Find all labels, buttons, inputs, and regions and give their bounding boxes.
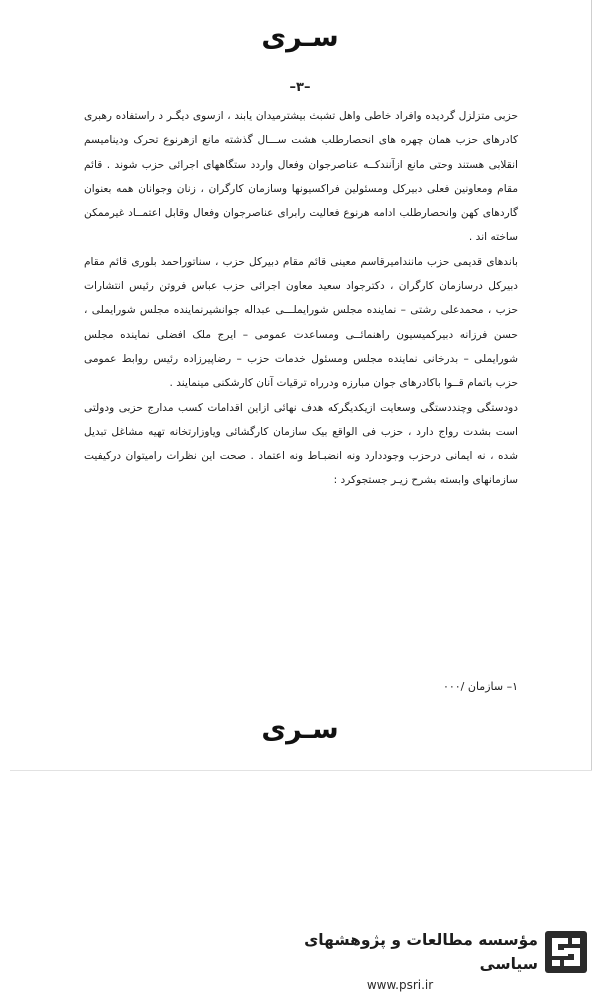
document-body <box>84 104 518 493</box>
institute-name: مؤسسه مطالعات و پژوهشهای سیاسی <box>304 931 538 973</box>
paragraph-3: دودستگی وچنددستگی وسعایت ازیکدیگرکه هدف نهائی ازاین اقدامات کسب مدارج حزبی ودولتی است بشدت رواج دارد ، حزب فی الواقع بیک سازمان کارگشائی ویاوزارتخانه تهیه مشاغل تبدیل شده ، نه ایمانی درحزب وجوددارد ونه انضبـاط ونه اعتماد . صحت این نظرات رامیتوان درکیفیت سازمانهای وابسته بشرح زیـر جستجوکرد : <box>84 401 518 487</box>
page-edge-bottom <box>10 770 592 771</box>
footer-text <box>262 928 538 992</box>
paragraph-2: باندهای قدیمی حزب مانندامیرقاسم معینی قائم مقام دبیرکل حزب ، سناتوراحمد بلوری قائم مقام دبیرکل درسازمان کارگران ، دکترجواد سعید معاون اجرائی حزب عباس فروتن رئیس انتشارات حزب ، محمدعلی رشتی – نماینده مجلس شورایملـــی عبداله جوانشیرنماینده مجلس شورایملی ، حسن فرزانه دبیرکمیسیون راهنمائــی ومساعدت عمومی – ایرج ملک افضلی نماینده مجلس شورایملی – بدرخانی نماینده مجلس ومسئول خدمات حزب – رضاپیرزاده رئیس روابط عمومی حزب باتمام قــوا باکادرهای جوان مبارزه ودرراه ترقیات آنان کارشکنی مینمایند . <box>84 255 518 390</box>
paragraph-1: حزبی متزلزل گردیده وافراد خاطی واهل تشبث بیشترمیدان یابند ، ازسوی دیگـر د راستفاده رهبری کادرهای حزب همان چهره های انحصارطلب هشت ســـال گذشته مانع ازهرنوع تحرک ودینامیسم انقلابی هستند وحتی مانع ازآنندکــه عناصرجوان وفعال واردد ستگاههای اجرائی حزب شوند . قائم مقام ومعاونین فعلی دبیرکل ومسئولین فراکسیونها وسازمان کارگران ، زنان وجوانان همه بعنوان گاردهای کهن وانحصارطلب ادامه هرنوع فعالیت رابرای عناصرجوان وفعال وقابل اعتمــاد غیرممکن ساخته اند . <box>84 110 518 244</box>
classification-stamp-bottom: سـری <box>261 714 339 745</box>
watermark-footer <box>0 920 600 992</box>
institute-url: www.psri.ir <box>366 978 434 992</box>
classification-stamp-top: سـری <box>261 22 339 53</box>
psri-logo-icon <box>544 930 588 974</box>
page-edge-right <box>591 0 592 770</box>
continuation-line: ۱– سازمان /۰۰۰ <box>442 680 518 693</box>
page-number: –۳– <box>289 80 311 95</box>
